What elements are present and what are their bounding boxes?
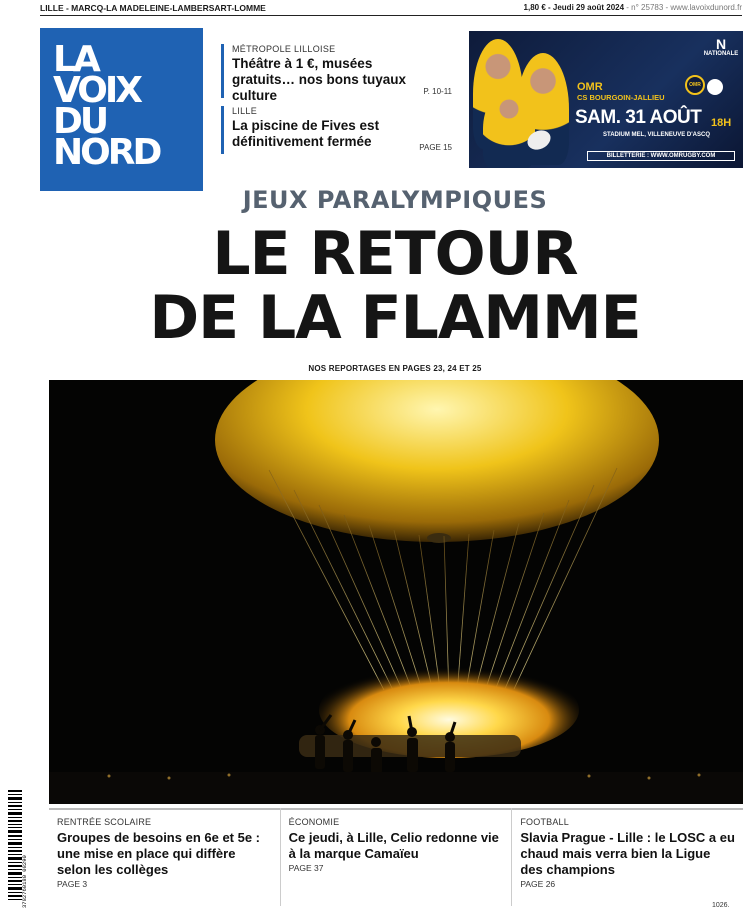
teaser-page: P. 10-11 (423, 87, 452, 96)
story-title: Ce jeudi, à Lille, Celio redonne vie à la marque Camaïeu (288, 830, 499, 861)
story-title: Groupes de besoins en 6e et 5e : une mise en place qui diffère selon les collèges (57, 830, 261, 877)
price-date (524, 3, 742, 15)
teaser-title: La piscine de Fives est définitivement fermée (232, 118, 380, 149)
story-kicker: ÉCONOMIE (288, 817, 340, 827)
main-kicker: JEUX PARALYMPIQUES (242, 186, 548, 214)
balloon-illustration (49, 380, 743, 804)
issue-number: - n° 25783 - (626, 3, 669, 12)
teaser-page: PAGE 15 (419, 143, 452, 152)
ad-hour: 18H (711, 117, 732, 129)
bottom-stories (49, 808, 743, 906)
price-and-date: 1,80 € - Jeudi 29 août 2024 (523, 3, 625, 12)
opponent-badge-icon (707, 79, 723, 95)
flame-balloon-photo (49, 380, 743, 804)
story-football[interactable] (511, 808, 743, 906)
nationale-mark: N (715, 36, 727, 52)
rugby-player-image (483, 89, 535, 168)
ad-opponent: CS BOURGOIN-JALLIEU (577, 93, 665, 102)
ground (49, 772, 743, 804)
website-link[interactable]: www.lavoixdunord.fr (670, 3, 742, 12)
teaser-title: Théâtre à 1 €, musées gratuits… nos bons tuyaux culture (232, 56, 407, 103)
teaser-kicker: LILLE (232, 106, 258, 116)
ad-ticket-link[interactable]: BILLETTERIE : WWW.OMRUGBY.COM (587, 151, 735, 161)
main-headline[interactable] (0, 219, 750, 353)
story-economie[interactable] (280, 808, 512, 906)
logo-line-1: LA (53, 39, 98, 80)
story-page: PAGE 3 (57, 879, 88, 889)
edition-label: LILLE - MARCQ-LA MADELEINE-LAMBERSART-LOMME (40, 3, 266, 13)
barcode-number: 3782760180 08290 (21, 855, 28, 908)
story-rentree[interactable] (49, 808, 280, 906)
story-kicker: FOOTBALL (520, 817, 569, 827)
barcode-icon (6, 788, 28, 910)
balloon-valve (427, 533, 451, 543)
story-kicker: RENTRÉE SCOLAIRE (57, 817, 152, 827)
ad-venue: STADIUM MEL, VILLENEUVE D'ASCQ (603, 132, 710, 138)
edition-bar (40, 3, 742, 16)
logo-line-2: VOIX (53, 70, 140, 111)
headline-line-2: DE LA FLAMME (149, 283, 641, 353)
logo-line-4: NORD (53, 132, 160, 173)
footer-code: 1026. (712, 902, 730, 909)
teaser-culture[interactable] (221, 44, 456, 103)
ad-date: SAM. 31 AOÛT (575, 107, 702, 128)
story-page: PAGE 37 (288, 863, 324, 873)
logo-line-3: DU (53, 101, 107, 142)
story-title: Slavia Prague - Lille : le LOSC a eu chaud mais verra bien la Ligue des champions (520, 830, 735, 877)
rugby-advertisement[interactable] (469, 31, 743, 168)
teaser-piscine[interactable] (221, 106, 456, 154)
teaser-kicker: MÉTROPOLE LILLOISE (232, 44, 336, 54)
ad-team: OMR (577, 81, 603, 93)
club-badge-icon: OMR (685, 75, 705, 95)
headline-line-1: LE RETOUR (212, 219, 578, 289)
nationale-logo (703, 37, 739, 57)
nationale-label: NATIONALE (703, 51, 739, 57)
story-page: PAGE 26 (520, 879, 556, 889)
see-pages: NOS REPORTAGES EN PAGES 23, 24 ET 25 (308, 364, 482, 373)
newspaper-logo[interactable] (40, 28, 203, 191)
